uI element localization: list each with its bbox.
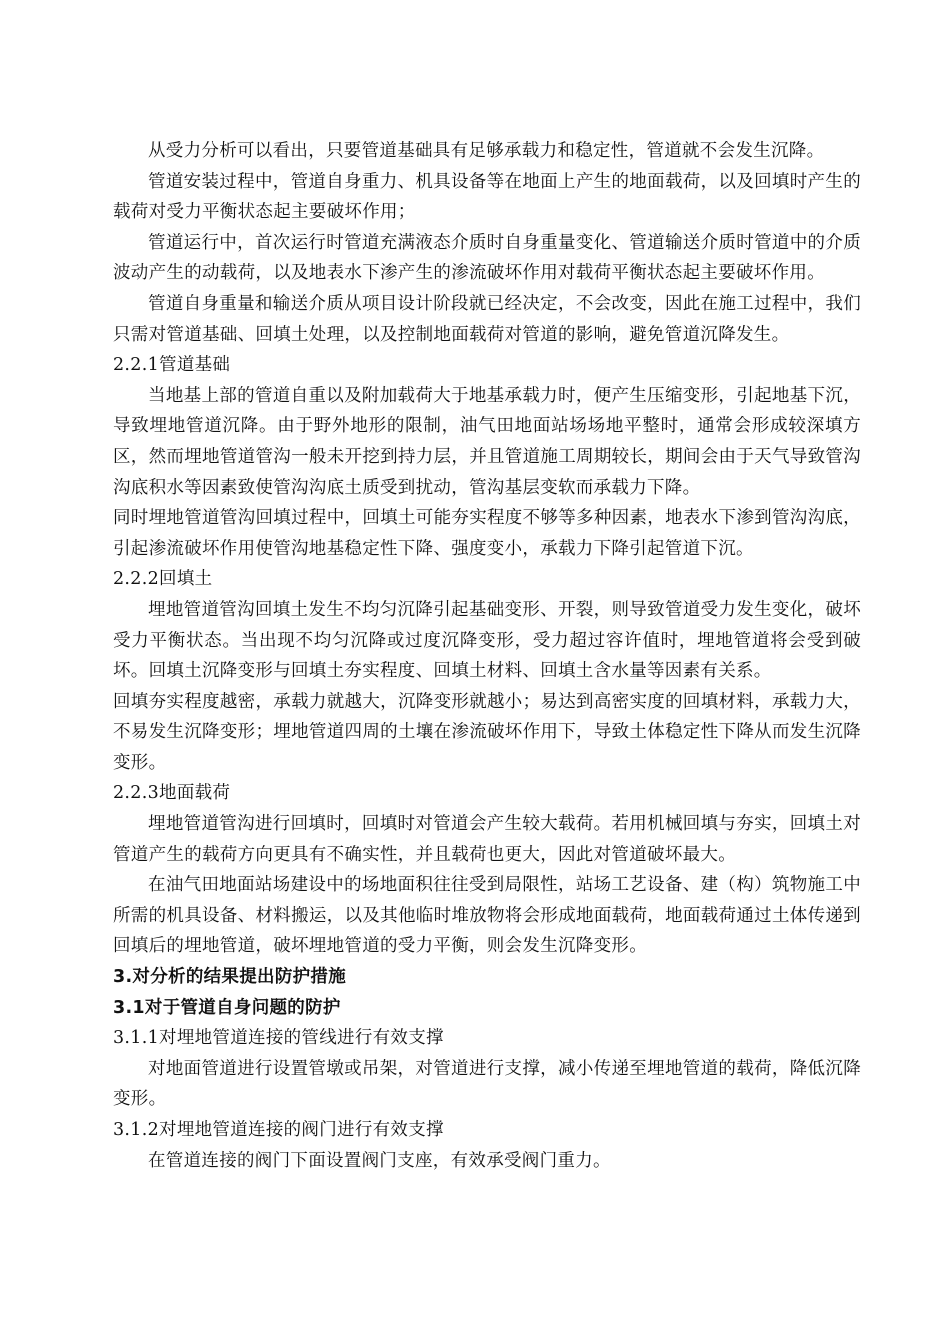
paragraph-foundation-2: 同时埋地管道管沟回填过程中，回填土可能夯实程度不够等多种因素，地表水下渗到管沟沟底，引起渗流破坏作用使管沟地基稳定性下降、强度变小，承载力下降引起管道下沉。 <box>113 508 861 559</box>
paragraph-ground-load-1: 埋地管道管沟进行回填时，回填时对管道会产生较大载荷。若用机械回填与夯实，回填土对管道产生的载荷方向更具有不确实性，并且载荷也更大，因此对管道破坏最大。 <box>113 814 861 865</box>
paragraph-operation: 管道运行中，首次运行时管道充满液态介质时自身重量变化、管道输送介质时管道中的介质波动产生的动载荷，以及地表水下渗产生的渗流破坏作用对载荷平衡状态起主要破坏作用。 <box>113 232 861 284</box>
paragraph-installation: 管道安装过程中，管道自身重力、机具设备等在地面上产生的地面载荷，以及回填时产生的载荷对受力平衡状态起主要破坏作用； <box>113 171 861 223</box>
paragraph-foundation-1: 当地基上部的管道自重以及附加载荷大于地基承载力时，便产生压缩变形，引起地基下沉，导致埋地管道沉降。由于野外地形的限制，油气田地面站场场地平整时，通常会形成较深填方区，然而埋地管道管沟一般未开挖到持力层，并且管道施工周期较长，期间会由于天气导致管沟沟底积水等因素致使管沟沟底土质受到扰动，管沟基层变软而承载力下降。 <box>113 385 861 498</box>
heading-2-2-3: 2.2.3地面载荷 <box>113 783 231 804</box>
heading-3-1-2: 3.1.2对埋地管道连接的阀门进行有效支撑 <box>113 1120 444 1140</box>
paragraph-support-valve: 在管道连接的阀门下面设置阀门支座，有效承受阀门重力。 <box>148 1150 611 1171</box>
paragraph-backfill: 埋地管道管沟回填土发生不均匀沉降引起基础变形、开裂，则导致管道受力发生变化，破坏受力平衡状态。当出现不均匀沉降或过度沉降变形，受力超过容许值时，埋地管道将会受到破坏。回填土沉降变形与回填土夯实程度、回填土材料、回填土含水量等因素有关系。 <box>113 599 861 682</box>
paragraph-backfill-2: 回填夯实程度越密，承载力就越大，沉降变形就越小；易达到高密实度的回填材料，承载力大，不易发生沉降变形；埋地管道四周的土壤在渗流破坏作用下，导致土体稳定性下降从而发生沉降变形。 <box>113 691 861 773</box>
paragraph-force-analysis: 从受力分析可以看出，只要管道基础具有足够承载力和稳定性，管道就不会发生沉降。 <box>148 141 825 161</box>
heading-3: 3.对分析的结果提出防护措施 <box>113 967 347 988</box>
paragraph-ground-load-2: 在油气田地面站场建设中的场地面积往往受到局限性，站场工艺设备、建（构）筑物施工中所需的机具设备、材料搬运，以及其他临时堆放物将会形成地面载荷，地面载荷通过土体传递到回填后的埋地管道，破坏埋地管道的受力平衡，则会发生沉降变形。 <box>113 875 861 957</box>
heading-3-1-1: 3.1.1对埋地管道连接的管线进行有效支撑 <box>113 1028 444 1049</box>
heading-2-2-1: 2.2.1管道基础 <box>113 355 231 376</box>
heading-2-2-2: 2.2.2回填土 <box>113 569 213 590</box>
heading-3-1: 3.1对于管道自身问题的防护 <box>113 997 341 1018</box>
paragraph-support-pipeline: 对地面管道进行设置管墩或吊架，对管道进行支撑，减小传递至埋地管道的载荷，降低沉降变形。 <box>113 1058 861 1110</box>
paragraph-self-weight: 管道自身重量和输送介质从项目设计阶段就已经决定，不会改变，因此在施工过程中，我们只需对管道基础、回填土处理，以及控制地面载荷对管道的影响，避免管道沉降发生。 <box>113 293 861 345</box>
document-body <box>113 136 861 1176</box>
